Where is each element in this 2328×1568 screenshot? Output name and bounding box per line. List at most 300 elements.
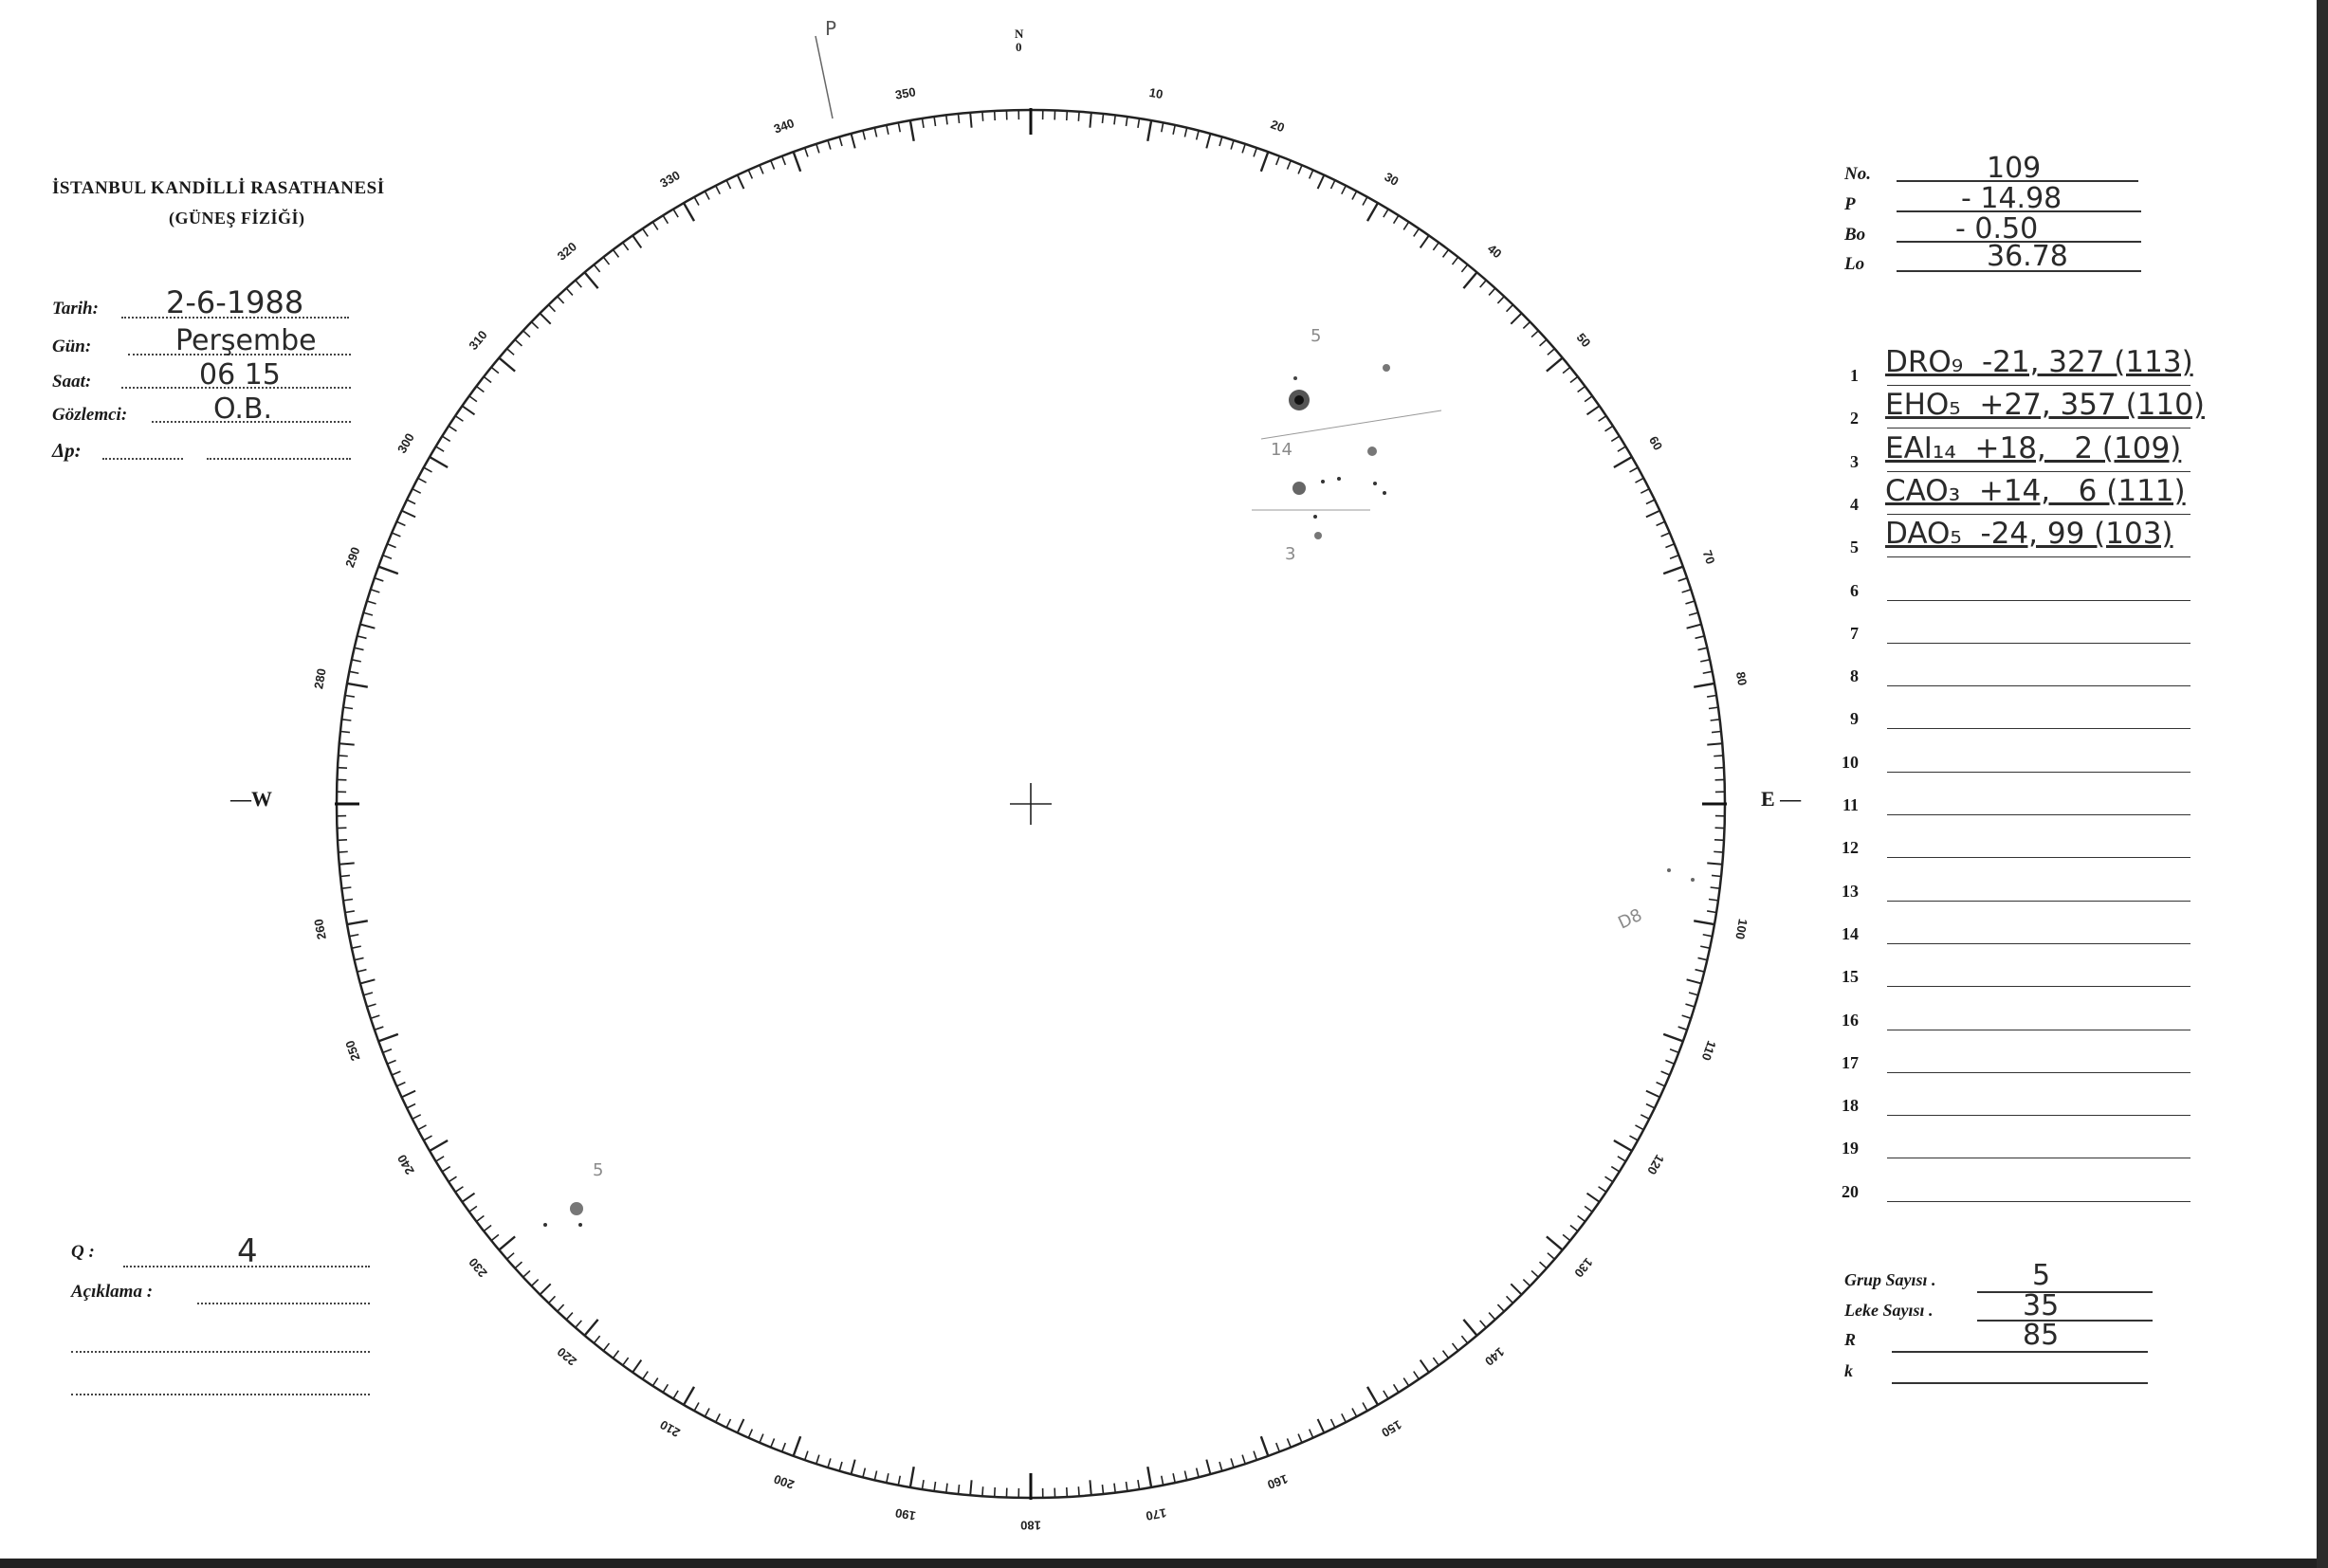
scale-tick <box>1697 957 1707 959</box>
scale-tick <box>392 1071 400 1075</box>
scale-tick <box>515 1262 522 1268</box>
group-row-entry[interactable]: CAO₃ +14, 6 (111) <box>1885 473 2186 508</box>
scale-tick <box>1147 1467 1151 1487</box>
group-row-number: 19 <box>1842 1139 1859 1158</box>
scale-tick <box>355 647 364 649</box>
group-row-entry[interactable]: DRO₉ -21, 327 (113) <box>1885 345 2193 379</box>
scale-tick <box>1480 281 1487 288</box>
scale-tick <box>1363 1402 1367 1411</box>
scale-tick <box>1540 339 1547 346</box>
day-label: Gün: <box>52 337 92 356</box>
sunspot <box>1691 878 1695 882</box>
scale-tick <box>1548 349 1555 356</box>
scale-tick <box>387 544 395 548</box>
scale-tick <box>1661 533 1670 537</box>
scale-tick <box>339 743 355 744</box>
scale-tick <box>1114 1484 1115 1493</box>
scale-tick <box>1318 1419 1325 1433</box>
scan-edge-right <box>2317 0 2328 1568</box>
scale-tick <box>515 339 522 346</box>
scale-tick <box>1276 1443 1280 1451</box>
scale-tick <box>1618 1157 1626 1161</box>
scale-tick <box>863 131 865 140</box>
scale-tick <box>357 636 367 638</box>
scale-tick <box>476 386 484 392</box>
sunspot <box>543 1223 547 1227</box>
scale-tick <box>1611 436 1619 441</box>
scale-tick <box>378 567 398 574</box>
param-label-no: No. <box>1844 164 1871 184</box>
sunspot <box>1292 482 1306 495</box>
scale-tick <box>1067 1487 1068 1497</box>
scale-tick <box>1114 115 1115 124</box>
scale-tick <box>1421 1360 1429 1373</box>
scale-tick <box>558 1304 564 1311</box>
scale-degree-label: 110 <box>1698 1038 1719 1063</box>
scale-tick <box>1578 1216 1586 1222</box>
scale-tick <box>436 1157 445 1161</box>
group-row-number: 4 <box>1850 494 1859 514</box>
scale-tick <box>663 215 668 223</box>
scale-tick <box>383 556 392 559</box>
scale-tick <box>760 1434 763 1443</box>
scale-degree-label: 30 <box>1382 169 1402 190</box>
pole-mark: P <box>825 17 837 40</box>
scale-tick <box>375 1027 383 1030</box>
r-value[interactable]: 85 <box>2023 1319 2060 1352</box>
scale-tick <box>771 1438 775 1447</box>
sunspot <box>1314 532 1322 539</box>
scale-tick <box>462 406 474 414</box>
scale-tick <box>363 612 373 615</box>
group-row-number: 1 <box>1850 366 1859 385</box>
scale-tick <box>1463 272 1476 288</box>
scale-tick <box>1511 313 1521 323</box>
scale-tick <box>1102 114 1103 123</box>
time-value[interactable]: 06 15 <box>199 358 281 392</box>
scale-tick <box>491 367 499 373</box>
scale-tick <box>673 210 678 218</box>
param-value-p[interactable]: - 14.98 <box>1961 182 2062 215</box>
scale-degree-label: 210 <box>657 1417 683 1441</box>
scale-tick <box>371 590 380 593</box>
scale-tick <box>1433 1358 1439 1365</box>
observer-value[interactable]: O.B. <box>213 392 273 426</box>
scale-tick <box>1711 887 1720 888</box>
scale-tick <box>1443 1351 1449 1358</box>
scale-tick <box>1570 376 1578 382</box>
scale-tick <box>1685 601 1695 604</box>
scale-tick <box>643 1372 649 1379</box>
scale-tick <box>852 1460 855 1474</box>
scale-tick <box>1489 288 1495 295</box>
scale-tick <box>1709 899 1718 900</box>
scale-tick <box>946 115 947 124</box>
scale-tick <box>436 447 445 451</box>
scale-degree-label: 40 <box>1484 241 1505 262</box>
scale-tick <box>584 1320 597 1336</box>
scale-tick <box>828 140 831 150</box>
group-row-number: 6 <box>1850 580 1859 600</box>
scale-tick <box>1453 257 1458 264</box>
scale-tick <box>1242 1455 1245 1465</box>
day-value[interactable]: Perşembe <box>175 324 317 357</box>
scale-tick <box>1635 478 1643 483</box>
group-count-value[interactable]: 5 <box>2032 1259 2051 1292</box>
scale-tick <box>1126 117 1127 126</box>
scale-tick <box>1605 1176 1613 1181</box>
scale-tick <box>345 695 355 697</box>
scale-tick <box>839 1462 842 1471</box>
scale-tick <box>1231 140 1234 150</box>
scale-tick <box>1696 636 1705 638</box>
scale-tick <box>1173 125 1175 135</box>
scale-tick <box>378 1034 398 1042</box>
scale-tick <box>1219 1462 1222 1471</box>
scale-tick <box>1480 1321 1487 1328</box>
scale-tick <box>1463 1320 1476 1336</box>
scale-tick <box>531 1280 538 1286</box>
scale-tick <box>1184 1470 1186 1480</box>
scale-tick <box>355 957 364 959</box>
remarks-label: Açıklama : <box>71 1282 154 1302</box>
scale-tick <box>1694 921 1714 924</box>
spot-count-value[interactable]: 35 <box>2023 1289 2060 1322</box>
scale-degree-label: 50 <box>1573 330 1594 351</box>
scale-degree-label: 60 <box>1645 433 1666 453</box>
scale-tick <box>540 1284 550 1294</box>
scale-tick <box>430 1140 448 1151</box>
scale-tick <box>738 1419 744 1433</box>
scale-tick <box>1618 447 1626 451</box>
param-label-bo: Bo <box>1844 225 1866 245</box>
scale-tick <box>1657 521 1665 525</box>
scale-tick <box>1685 1004 1695 1007</box>
scale-tick <box>1689 993 1698 995</box>
scale-tick <box>1147 120 1151 141</box>
scale-tick <box>1414 1372 1420 1379</box>
date-value[interactable]: 2-6-1988 <box>166 284 304 320</box>
scale-degree-label: 80 <box>1732 670 1751 687</box>
scale-tick <box>1352 191 1357 200</box>
scale-tick <box>1670 1049 1678 1053</box>
scale-tick <box>1709 707 1718 708</box>
scale-tick <box>1261 1436 1269 1456</box>
scale-tick <box>1611 1167 1619 1172</box>
scale-tick <box>1563 1234 1570 1240</box>
scale-tick <box>1078 1486 1079 1496</box>
scale-tick <box>673 1391 678 1399</box>
scale-tick <box>1507 304 1513 311</box>
scale-tick <box>1287 160 1291 169</box>
param-value-no[interactable]: 109 <box>1987 152 2042 185</box>
scale-tick <box>1453 1343 1458 1351</box>
scale-tick <box>1678 1027 1687 1030</box>
spot-group-annotation: 3 <box>1285 544 1296 564</box>
scale-tick <box>1287 1438 1291 1447</box>
scale-tick <box>357 970 367 972</box>
scale-tick <box>816 1455 819 1465</box>
sunspot <box>1293 376 1297 380</box>
scale-tick <box>1678 578 1687 581</box>
k-label: k <box>1844 1361 1853 1380</box>
scale-tick <box>1126 1482 1127 1491</box>
scale-tick <box>684 1387 694 1405</box>
group-row-number: 2 <box>1850 409 1859 428</box>
scale-tick <box>1614 457 1632 467</box>
group-row-entry[interactable]: EAI₁₄ +18, 2 (109) <box>1885 430 2182 465</box>
scale-tick <box>430 457 448 467</box>
scale-tick <box>613 249 618 257</box>
scale-tick <box>1563 367 1570 373</box>
scale-tick <box>1714 851 1723 852</box>
scale-tick <box>694 197 699 206</box>
group-row-number: 15 <box>1842 967 1859 987</box>
scale-tick <box>576 1321 582 1328</box>
scale-tick <box>1663 567 1683 574</box>
department-subtitle: (GÜNEŞ FİZİĞİ) <box>169 209 305 228</box>
scale-tick <box>1707 863 1722 864</box>
param-label-p: P <box>1844 194 1856 214</box>
scale-tick <box>794 1436 801 1456</box>
sunspot <box>1667 868 1671 872</box>
scale-tick <box>887 1473 889 1483</box>
scale-tick <box>1489 1313 1495 1320</box>
scale-tick <box>531 322 538 329</box>
scale-tick <box>958 114 959 123</box>
scale-tick <box>1670 556 1678 559</box>
scale-tick <box>1712 875 1721 876</box>
sunspot <box>1294 395 1304 405</box>
scale-tick <box>407 500 415 503</box>
scale-tick <box>340 875 350 876</box>
observer-label: Gözlemci: <box>52 405 128 425</box>
scale-tick <box>705 1408 709 1416</box>
scale-tick <box>352 946 361 948</box>
scale-degree-label: 260 <box>311 918 329 941</box>
scale-tick <box>367 601 376 604</box>
scale-tick <box>982 1486 983 1496</box>
scale-tick <box>383 1049 392 1053</box>
scale-tick <box>1523 322 1530 329</box>
scale-tick <box>995 1487 996 1497</box>
scale-tick <box>1394 215 1399 223</box>
scale-tick <box>1700 660 1710 662</box>
scale-degree-label: 330 <box>657 167 683 191</box>
group-row-number: 12 <box>1842 838 1859 858</box>
scale-tick <box>1138 1480 1140 1489</box>
spot-group-annotation: 5 <box>1311 326 1322 346</box>
scale-tick <box>1646 1104 1655 1108</box>
scale-tick <box>1629 1136 1638 1140</box>
sunspot <box>1337 477 1341 481</box>
scale-tick <box>1629 467 1638 472</box>
scale-tick <box>1587 406 1600 414</box>
scale-tick <box>407 1104 415 1108</box>
scale-tick <box>449 426 456 430</box>
scale-tick <box>347 684 368 687</box>
scale-tick <box>1394 1384 1399 1392</box>
scale-tick <box>794 152 801 172</box>
scale-tick <box>958 1485 959 1494</box>
scale-tick <box>1635 1125 1643 1130</box>
scale-tick <box>338 840 347 841</box>
scale-tick <box>1687 979 1701 983</box>
scale-tick <box>748 1430 752 1438</box>
scale-tick <box>726 1419 730 1428</box>
scale-degree-label: 150 <box>1379 1417 1404 1441</box>
scale-tick <box>1547 357 1563 371</box>
q-label: Q : <box>71 1242 95 1262</box>
scale-tick <box>748 170 752 178</box>
scale-tick <box>360 625 375 629</box>
scale-tick <box>1254 148 1256 156</box>
scale-tick <box>1298 1434 1302 1443</box>
scale-tick <box>1697 647 1707 649</box>
scale-tick <box>663 1384 668 1392</box>
scale-tick <box>455 1187 463 1193</box>
east-label: E — <box>1761 787 1802 811</box>
scale-tick <box>1254 1451 1256 1460</box>
scale-tick <box>1578 386 1586 392</box>
scale-tick <box>1700 946 1710 948</box>
scale-tick <box>839 137 842 146</box>
scale-tick <box>1331 1419 1335 1428</box>
sunspot <box>1321 480 1325 483</box>
scale-tick <box>455 416 463 422</box>
scale-tick <box>412 1115 421 1120</box>
scale-tick <box>782 156 786 165</box>
scale-tick <box>898 122 900 132</box>
scale-tick <box>345 911 355 913</box>
scale-degree-label: 290 <box>342 544 363 570</box>
scale-degree-label: 320 <box>554 239 579 264</box>
time-label: Saat: <box>52 372 92 392</box>
scale-tick <box>402 1091 416 1098</box>
scale-degree-label: 250 <box>342 1038 363 1064</box>
scale-tick <box>484 1226 491 1231</box>
scale-tick <box>760 165 763 173</box>
scale-tick <box>349 671 358 673</box>
west-label: —W <box>230 787 272 811</box>
date-label: Tarih: <box>52 299 99 319</box>
scale-tick <box>716 1413 721 1422</box>
scale-tick <box>1184 128 1186 137</box>
scale-tick <box>1707 911 1716 913</box>
scale-tick <box>1443 249 1449 257</box>
scale-tick <box>1461 264 1467 272</box>
scale-tick <box>1433 243 1439 250</box>
scale-tick <box>402 511 416 518</box>
scale-tick <box>476 1216 484 1222</box>
scale-tick <box>805 1451 808 1460</box>
scale-degree-label: 350 <box>893 84 917 102</box>
scale-tick <box>507 1253 515 1260</box>
scale-tick <box>339 863 355 864</box>
scale-degree-label: 340 <box>771 116 797 137</box>
scale-tick <box>603 1343 609 1351</box>
scale-tick <box>1703 935 1713 937</box>
group-row-entry[interactable]: EHO₅ +27, 357 (110) <box>1885 388 2205 423</box>
group-row-number: 5 <box>1850 538 1859 557</box>
scale-tick <box>1703 671 1713 673</box>
sunspot <box>570 1202 583 1215</box>
scale-tick <box>1689 612 1698 615</box>
scale-tick <box>1641 489 1649 494</box>
scale-tick <box>970 113 971 128</box>
scale-tick <box>805 148 808 156</box>
scale-degree-label: 20 <box>1268 117 1287 136</box>
scale-degree-label: 220 <box>554 1344 579 1369</box>
scale-tick <box>1261 152 1269 172</box>
scale-tick <box>726 180 730 189</box>
scale-degree-label: 180 <box>1020 1518 1041 1533</box>
scale-tick <box>558 297 564 303</box>
scale-tick <box>1363 197 1367 206</box>
scale-tick <box>613 1351 618 1358</box>
scale-tick <box>1548 1253 1555 1260</box>
scale-tick <box>339 756 348 757</box>
scale-tick <box>1206 1460 1210 1474</box>
scale-tick <box>1173 1473 1175 1483</box>
scale-tick <box>1696 970 1705 972</box>
scale-tick <box>1352 1408 1357 1416</box>
scale-tick <box>1714 840 1724 841</box>
scan-edge-bottom <box>0 1559 2328 1568</box>
scale-degree-label: 140 <box>1482 1344 1508 1369</box>
scale-degree-label: 190 <box>893 1505 917 1523</box>
scale-tick <box>910 120 914 141</box>
scale-tick <box>1507 1296 1513 1303</box>
scale-tick <box>1342 1413 1347 1422</box>
scale-tick <box>1414 228 1420 236</box>
scale-tick <box>371 1015 380 1018</box>
scale-tick <box>852 134 855 148</box>
scale-tick <box>1090 1480 1091 1495</box>
scale-tick <box>576 281 582 288</box>
group-row-entry[interactable]: DAO₅ -24, 99 (103) <box>1885 517 2173 552</box>
scale-degree-label: 230 <box>466 1255 490 1281</box>
scale-tick <box>1331 180 1335 189</box>
param-value-lo[interactable]: 36.78 <box>1987 240 2068 273</box>
scale-tick <box>1384 210 1388 218</box>
scale-tick <box>1687 625 1701 629</box>
group-row-number: 16 <box>1842 1010 1859 1030</box>
scale-degree-label: 310 <box>466 327 490 353</box>
sunspot <box>1383 491 1386 495</box>
scale-tick <box>584 272 597 288</box>
spot-group-annotation: D8 <box>1615 904 1646 934</box>
scale-tick <box>396 521 405 525</box>
scale-tick <box>499 1236 515 1249</box>
scale-tick <box>643 228 649 236</box>
scale-tick <box>424 1136 432 1140</box>
scale-tick <box>418 1125 427 1130</box>
scale-degree-label: 10 <box>1147 84 1164 102</box>
scale-tick <box>1276 156 1280 165</box>
scale-tick <box>1497 1304 1504 1311</box>
sunspot <box>1367 447 1377 456</box>
scale-tick <box>566 1313 573 1320</box>
scale-tick <box>922 1480 924 1489</box>
scale-tick <box>1540 1262 1547 1268</box>
param-value-bo[interactable]: - 0.50 <box>1955 212 2039 246</box>
sunspot <box>578 1223 582 1227</box>
scale-tick <box>338 768 347 769</box>
scale-tick <box>738 175 744 190</box>
q-value[interactable]: 4 <box>237 1232 258 1270</box>
scale-tick <box>491 1234 499 1240</box>
